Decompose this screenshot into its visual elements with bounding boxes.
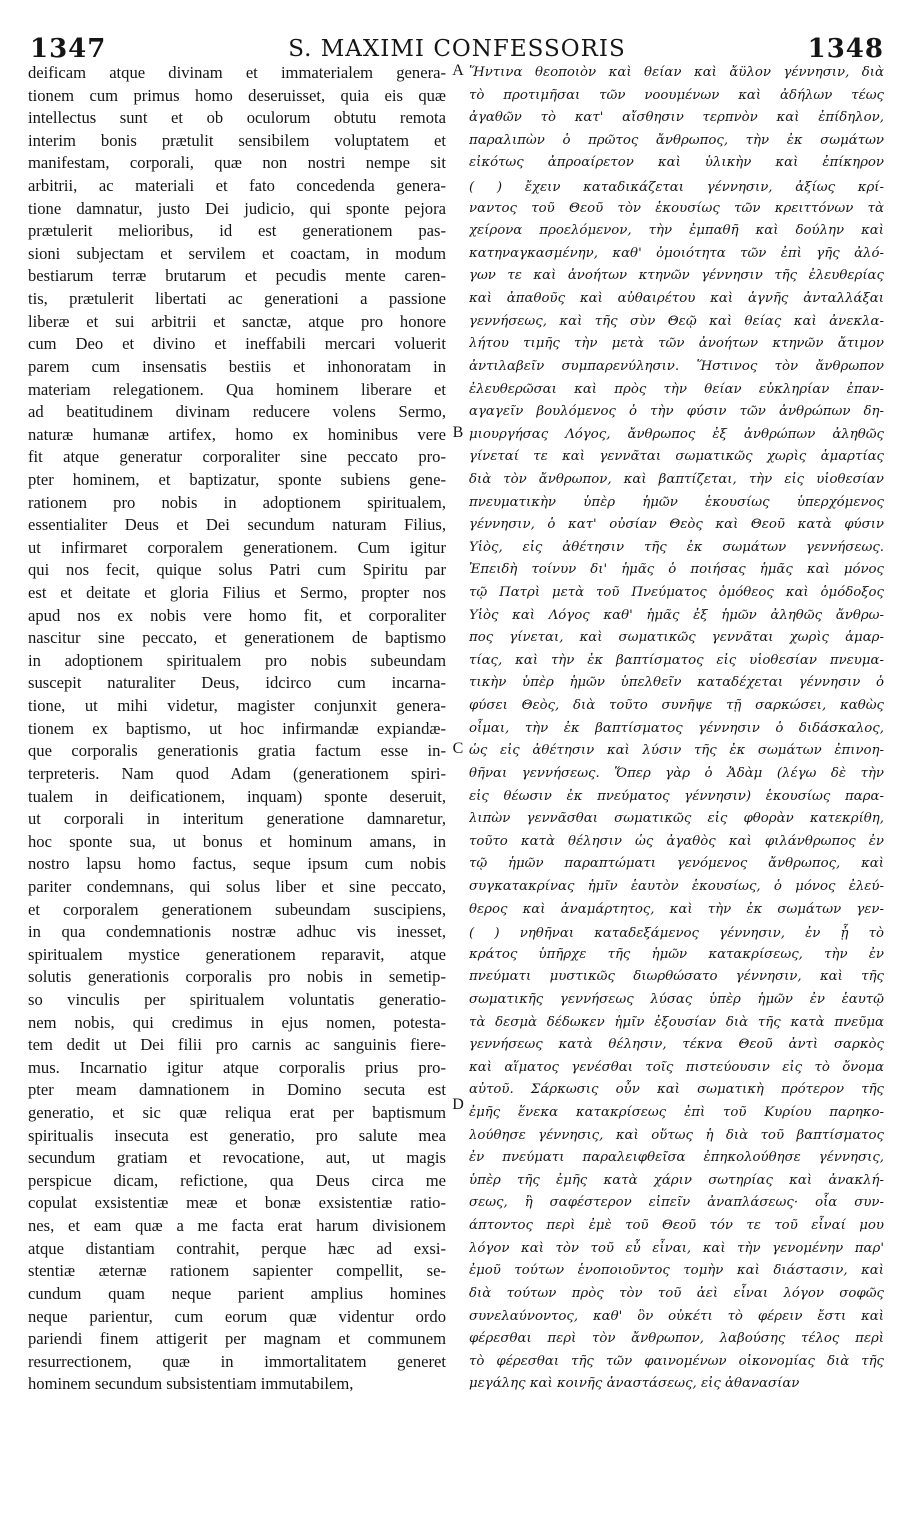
greek-text-line: θερος καὶ ἀναμάρτητος, καὶ τὴν ἐκ σωμάτων γεν- <box>469 901 884 917</box>
latin-text-line: neque parientur, cum eorum quæ videntur ordo <box>28 1306 446 1326</box>
greek-text-line: χείρονα προελόμενον, τὴν ἐμπαθῆ καὶ δούλην καὶ <box>469 223 884 239</box>
greek-text-line: κράτος ὑπῆρχε τῆς ἡμῶν κατακρίσεως, τὴν ἐν <box>469 946 884 962</box>
latin-text-line: perspicue dicam, refictione, qua Deus circa me <box>28 1170 446 1190</box>
greek-text-line: καὶ ἀπαθοῦς καὶ αὐθαιρέτου καὶ ἁγνῆς ἀνταλλάξαι <box>469 291 884 307</box>
greek-text-line: γεννήσεως, καὶ τῆς σὺν Θεῷ καὶ θείας καὶ ἀνεκλα- <box>469 313 884 329</box>
latin-text-line: essentialiter Deus et Dei secundum naturam Filius, <box>28 515 446 535</box>
latin-text-line: in adoptionem spiritualem pro nobis subeundam <box>28 650 446 670</box>
greek-text-line: καὶ αἵματος γενέσθαι τοῖς πιστεύουσιν εἰς τὸ ὄνομα <box>469 1059 884 1075</box>
greek-text-line: φέρεσθαι περὶ τὸν ἄνθρωπον, λαβούσης τέλος περὶ <box>469 1331 884 1347</box>
greek-text-line: λούθησε γέννησις, καὶ οὕτως ἡ διὰ τοῦ βαπτίσματος <box>469 1127 884 1143</box>
latin-text-line: deificam atque divinam et immaterialem genera- <box>28 63 446 82</box>
greek-text-line: πος γίνεται, καὶ σωματικῶς γεννᾶται χωρὶς ἁμαρ- <box>469 630 884 646</box>
latin-text-line: cum Deo et divino et ineffabili mercari voluerit <box>28 334 446 354</box>
greek-text-line: σεως, ἢ σαφέστερον εἰπεῖν ἀναπλάσεως· οἷα συν- <box>469 1195 884 1211</box>
greek-text-line: φύσει Θεὸς, διὰ τοῦτο συνῆψε τῇ σαρκώσει, καθὼς <box>469 698 884 714</box>
greek-text-line: τὸ φέρεσθαι τῆς τῶν φαινομένων οἰκονομίας διὰ τῆς <box>469 1353 884 1369</box>
greek-text-line: πνευματικὴν ὑπὲρ ἡμῶν ἑκουσίως ὑπερχόμενος <box>469 494 884 510</box>
greek-text-line: λόγον καὶ τὸν τοῦ εὖ εἶναι, καὶ τὴν γενομένην παρ' <box>469 1240 884 1256</box>
latin-text-line: rationem pro nobis in adoptionem spiritualem, <box>28 492 446 512</box>
greek-text-line: Ἥντινα θεοποιὸν καὶ θείαν καὶ ἄϋλον γέννησιν, διὰ <box>469 65 884 80</box>
latin-text-line: naturæ humanæ artifex, homo ex hominibus vere <box>28 424 446 444</box>
greek-text-line: τικὴν ὑπὲρ ἡμῶν ὑπελθεῖν καταδέχεται γέννησιν ὁ <box>469 675 884 691</box>
margin-marker-d: D <box>452 1096 464 1113</box>
margin-marker-a: A <box>452 62 464 79</box>
latin-column <box>28 62 446 1396</box>
latin-text-line: stentiæ æternæ rationem sapienter compellit, se- <box>28 1261 446 1281</box>
greek-text-line: ( ) νηθῆναι καταδεξάμενος γέννησιν, ἐν ᾗ τὸ <box>469 926 884 942</box>
greek-text-line: γίνεταί τε καὶ γεννᾶται σωματικῶς χωρὶς ἁμαρτίας <box>469 449 884 465</box>
latin-text-line: est et deitate et gloria Filius et Sermo, propter nos <box>28 583 446 603</box>
latin-text-line: ut corporali in interitum generatione damnaretur, <box>28 809 446 829</box>
greek-text-line: μιουργήσας Λόγος, ἄνθρωπος ἐξ ἀνθρώπων ἀληθῶς <box>469 426 884 442</box>
greek-text-line: τῷ ἡμῶν παραπτώματι γενόμενος ἄνθρωπος, καὶ <box>469 856 884 872</box>
greek-text-line: άπτοντος περὶ ἐμὲ τοῦ Θεοῦ τόν τε τοῦ εἶναί μου <box>469 1218 884 1234</box>
latin-text-line: tionem ex baptismo, ut hoc infirmandæ expiandæ- <box>28 718 446 738</box>
latin-text-line: hoc sponte sua, ut bonus et hominum amans, in <box>28 831 446 851</box>
latin-text-line: secundum gratiam et revocatione, aut, ut magis <box>28 1148 446 1168</box>
greek-column <box>469 62 884 1396</box>
greek-text-line: τὸ προτιμῆσαι τῶν νοουμένων καὶ ἀδήλων τέως <box>469 87 884 103</box>
latin-text-line: nascitur sine peccato, et generationem de baptismo <box>28 628 446 648</box>
running-title: S. MAXIMI CONFESSORIS <box>288 36 626 62</box>
greek-text-line: διὰ τούτων πρὸς τὸν τοῦ ἀεὶ εἶναι λόγον σοφῶς <box>469 1285 884 1301</box>
latin-text-line: materiam relegationem. Qua hominem liberare et <box>28 379 446 399</box>
latin-text-line: spiritualem mystice generationem reparavit, atque <box>28 944 446 964</box>
greek-text-line: γέννησιν, ὁ κατ' οὐσίαν Θεὸς καὶ Θεοῦ κατὰ φύσιν <box>469 517 884 533</box>
latin-text-line: que corporalis generationis gratia factum esse in- <box>28 741 446 761</box>
latin-text-line: tem dedit ut Dei filii pro carnis ac sanguinis fiere- <box>28 1035 446 1055</box>
latin-text-line: tione, ut mihi videtur, magister conjunxit genera- <box>28 696 446 716</box>
latin-text-line: cundum quam neque parient amplius homines <box>28 1283 446 1303</box>
latin-text-line: pter meam damnationem in Domino secuta est <box>28 1080 446 1100</box>
latin-text-line: manifestam, corporali, quæ non nostri nempe sit <box>28 153 446 173</box>
latin-text-line: apud nos ex nobis vere homo fit, et corporaliter <box>28 605 446 625</box>
greek-text-line: θῆναι γεννήσεως. Ὅπερ γὰρ ὁ Ἀδὰμ (λέγω δὲ τὴν <box>469 765 884 781</box>
latin-text-line: nes, et eam quæ a me facta erat harum divisionem <box>28 1216 446 1236</box>
latin-text-line: ut infirmaret corporalem generationem. Cum igitur <box>28 537 446 557</box>
latin-text-line: solutis generationis corporalis pro nobis in semetip- <box>28 967 446 987</box>
greek-text-line: αγαγεῖν βουλόμενος ὁ τὴν φύσιν τῶν ἀνθρώπων δη- <box>469 404 884 420</box>
greek-text-line: τὰ δεσμὰ δέδωκεν ἡμῖν ἐξουσίαν διὰ τῆς κατὰ πνεῦμα <box>469 1014 884 1030</box>
greek-text-line: ( ) ἔχειν καταδικάζεται γέννησιν, ἀξίως κρί- <box>469 180 884 196</box>
greek-text-line: γεννήσεως κατὰ θέλησιν, τέκνα Θεοῦ ἀντὶ σαρκὸς <box>469 1037 884 1053</box>
latin-text-line: ad beatitudinem divinam reducere volens Sermo, <box>28 402 446 422</box>
greek-text-line: ναντος τοῦ Θεοῦ τὸν ἑκουσίως τῶν κρειττόνων τὰ <box>469 200 884 216</box>
latin-text-line: generatio, et sic quæ reliqua erat per baptismum <box>28 1103 446 1123</box>
greek-text-line: μεγάλης καὶ κοινῆς ἀναστάσεως, εἰς ἀθανασίαν <box>469 1376 800 1392</box>
latin-text-line: nostro lapsu homo factus, seque ipsum cum nobis <box>28 854 446 874</box>
greek-text-line: εἰκότως ἀπροαίρετον καὶ ὑλικὴν καὶ ἐπίκηρον <box>469 155 884 171</box>
greek-text-line: τίας, καὶ τὴν ἐκ βαπτίσματος εἰς υἱοθεσίαν πνευμα- <box>469 652 884 668</box>
margin-marker-c: C <box>452 740 464 757</box>
latin-text-line: nem nobis, qui credimus in ejus nomen, potesta- <box>28 1012 446 1032</box>
latin-text-line: hominem secundum subsistentiam immutabilem, <box>28 1374 354 1394</box>
greek-text-line: σωματικῆς γεννήσεως λύσας ὑπὲρ ἡμῶν ἐν ἑαυτῷ <box>469 991 884 1007</box>
latin-text-line: mus. Incarnatio igitur atque corporalis prius pro- <box>28 1057 446 1077</box>
greek-text-line: ἐλευθερῶσαι καὶ πρὸς τὴν θείαν εὐκληρίαν ἐπαν- <box>469 381 884 397</box>
greek-text-line: Υἱὸς, εἰς ἀθέτησιν τῆς ἐκ σωμάτων γεννήσεως. <box>469 539 884 555</box>
latin-text-line: pter hominem, et baptizatur, sponte subiens gene- <box>28 469 446 489</box>
greek-text-line: ἀγαθῶν τὸ κατ' αἴσθησιν τερπνὸν καὶ ἐπίδηλον, <box>469 110 884 126</box>
latin-text-line: tis, prætulerit libertati ac generationi a passione <box>28 289 446 309</box>
greek-text-line: τῷ Πατρὶ μετὰ τοῦ Πνεύματος ὁμόθεος καὶ ὁμόδοξος <box>469 585 884 601</box>
greek-text-line: κατηναγκασμένην, καθ' ὁμοιότητα τῶν ἐπὶ γῆς ἀλό- <box>469 245 884 261</box>
greek-text-line: παραλιπὼν ὁ πρῶτος ἄνθρωπος, τὴν ἐκ σωμάτων <box>469 132 884 148</box>
margin-marker-b: B <box>452 424 464 441</box>
greek-text-line: ἐμῆς ἕνεκα κατακρίσεως ἐπὶ τοῦ Κυρίου παρηκο- <box>469 1105 884 1121</box>
greek-text-line: ὡς εἰς ἀθέτησιν καὶ λύσιν τῆς ἐκ σωμάτων ἐπινοη- <box>469 743 884 759</box>
greek-text-line: αὐτοῦ. Σάρκωσις οὖν καὶ σωματικὴ πρότερον τῆς <box>469 1082 884 1098</box>
latin-text-line: prætulerit melioribus, id est generationem pas- <box>28 221 446 241</box>
latin-text-line: bestiarum terræ brutarum et pecudis mente caren- <box>28 266 446 286</box>
latin-text-line: et corporalem generationem subeundam suscipiens, <box>28 899 446 919</box>
greek-text-line: εἰς θέωσιν ἐκ πνεύματος γέννησιν) ἑκουσίως παρα- <box>469 788 884 804</box>
latin-text-line: in qua condemnationis nostræ adhuc vis inesset, <box>28 922 446 942</box>
latin-text-line: so vinculis per spiritualem voluntatis generatio- <box>28 989 446 1009</box>
greek-text-line: διὰ τὸν ἄνθρωπον, καὶ βαπτίζεται, τὴν εἰς υἱοθεσίαν <box>469 471 884 487</box>
greek-text-line: οἶμαι, τὴν ἐκ βαπτίσματος γέννησιν ὁ διδάσκαλος, <box>469 720 884 736</box>
column-number-238: ( ) <box>469 180 525 196</box>
latin-text-line: atque distantiam contrahit, perque hæc ad exsi- <box>28 1238 446 1258</box>
greek-text-line: γων τε καὶ ἀνοήτων κτηνῶν γέννησιν τῆς ἐλευθερίας <box>469 268 884 284</box>
latin-text-line: terpreteris. Nam quod Adam (generationem spiri- <box>28 763 446 783</box>
latin-text-line: pariendi finem attigerit per magnam et communem <box>28 1329 446 1349</box>
column-number-239: ( ) <box>469 926 520 942</box>
latin-text-line: interim bonis prætulit sensibilem voluptatem et <box>28 130 446 150</box>
latin-text-line: suscepit naturaliter Deus, idcirco cum incarna- <box>28 673 446 693</box>
greek-text-line: πνεύματι μυστικῶς διωρθώσατο γέννησιν, καὶ τῆς <box>469 969 884 985</box>
greek-text-line: ἀντιλαβεῖν συμπαρενύλησιν. Ἥστινος τὸν ἄνθρωπον <box>469 358 884 374</box>
latin-text-line: tualem in deificationem, inquam) sponte deseruit, <box>28 786 446 806</box>
latin-text-line: arbitrii, ac materiali et fato concedenda genera- <box>28 176 446 196</box>
latin-text-line: resurrectionem, quæ in immortalitatem generet <box>28 1351 446 1371</box>
latin-text-line: parem cum insensatis bestiis et inhonoratam in <box>28 356 446 376</box>
greek-text-line: Υἱὸς καὶ Λόγος καθ' ἡμᾶς ἐξ ἡμῶν ἀληθῶς ἄνθρω- <box>469 607 884 623</box>
greek-text-line: τοῦτο κατὰ θέλησιν ὡς ἀγαθὸς καὶ φιλάνθρωπος ἐν <box>469 833 884 849</box>
latin-text-line: tionem cum primus homo deseruisset, quia eis quæ <box>28 85 446 105</box>
latin-text-line: liberæ et sui arbitrii et sanctæ, atque pro honore <box>28 311 446 331</box>
latin-text-line: copulat exsistentiæ meæ et bonæ exsistentiæ ratio- <box>28 1193 446 1213</box>
greek-text-line: συγκατακρίνας ἡμῖν ἑαυτὸν ἑκουσίως, ὁ μόνος ἐλεύ- <box>469 878 884 894</box>
latin-text-line: fit atque generatur corporaliter sine peccato pro- <box>28 447 446 467</box>
greek-text-line: ἐν πνεύματι παραλειφθεῖσα ἐπηκολούθησε γέννησις, <box>469 1150 884 1166</box>
greek-text-line: λήτου τιμῆς τὴν μετὰ τῶν ἀνοήτων κτηνῶν ἄτιμον <box>469 336 884 352</box>
left-page-number: 1347 <box>30 34 107 64</box>
latin-text-line: sioni subjectam et servilem et coactam, in modum <box>28 243 446 263</box>
greek-text-line: ὑπὲρ τῆς ἐμῆς κατὰ χάριν σωτηρίας καὶ ἀνακλή- <box>469 1172 884 1188</box>
greek-text-line: συνελαύνοντος, καθ' ὃν οὐκέτι τὸ φέρειν ἔστι καὶ <box>469 1308 884 1324</box>
latin-text-line: pariter condemnans, qui solus liber et sine peccato, <box>28 876 446 896</box>
latin-text-line: intellectus sunt et ob oculorum obtutu remota <box>28 108 446 128</box>
greek-text-line: Ἐπειδὴ τοίνυν δι' ἡμᾶς ὁ ποιήσας ἡμᾶς καὶ μόνος <box>469 562 884 578</box>
latin-text-line: tione damnatur, justo Dei judicio, qui sponte pejora <box>28 198 446 218</box>
latin-text-line: spiritualis insecuta est generatio, pro salute mea <box>28 1125 446 1145</box>
latin-text-line: qui nos fecit, quique solus Patri cum Spiritu par <box>28 560 446 580</box>
right-page-number: 1348 <box>807 34 884 64</box>
greek-text-line: ἐμοῦ τούτων ἑνοποιοῦντος τομὴν καὶ διάστασιν, καὶ <box>469 1263 884 1279</box>
greek-text-line: λιπὼν γεννᾶσθαι σωματικῶς εἰς φθορὰν κατεκρίθη, <box>469 811 884 827</box>
